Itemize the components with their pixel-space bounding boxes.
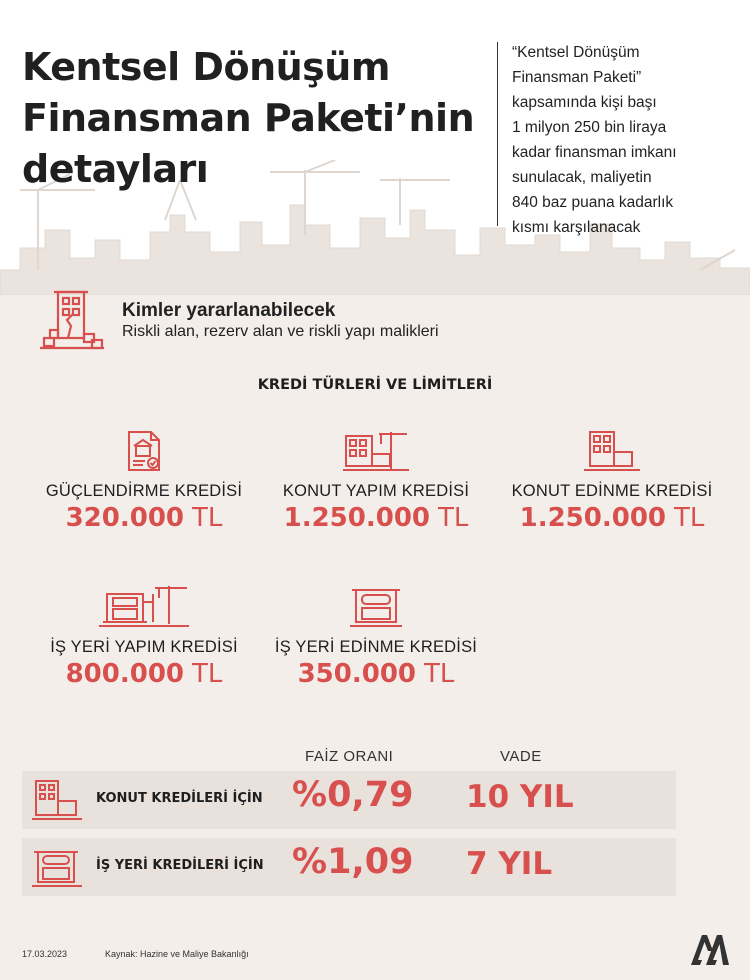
credit-amount xyxy=(24,503,264,533)
credit-name: GÜÇLENDİRME KREDİSİ xyxy=(45,482,243,500)
summary-line: kadar finansman imkanı xyxy=(512,144,677,161)
beneficiaries-title: Kimler yararlanabilecek xyxy=(122,300,336,321)
amount-value: 1.250.000 xyxy=(519,503,666,533)
rate-row-housing xyxy=(22,771,676,829)
title-line: detayları xyxy=(22,147,209,191)
amount-value: 1.250.000 xyxy=(283,503,430,533)
shop-icon xyxy=(32,844,82,890)
beneficiaries-text: Riskli alan, rezerv alan ve riskli yapı malikleri xyxy=(122,323,439,340)
amount-value: 320.000 xyxy=(65,503,185,533)
credit-amount xyxy=(492,503,732,533)
credit-card-workplace-construction xyxy=(24,584,264,689)
summary-divider xyxy=(497,42,498,226)
amount-currency: TL xyxy=(438,503,469,533)
column-header-term: VADE xyxy=(500,748,542,765)
credit-card-strengthening xyxy=(24,428,264,533)
amount-currency: TL xyxy=(192,659,223,689)
term-value: 10 YIL xyxy=(466,779,574,815)
summary-line: 840 baz puana kadarlık xyxy=(512,194,674,211)
credit-card-housing-construction xyxy=(256,428,496,533)
column-header-rate: FAİZ ORANI xyxy=(305,748,394,765)
summary-text xyxy=(512,40,737,240)
shop-icon xyxy=(350,584,402,630)
credit-card-workplace-acquisition xyxy=(256,584,496,689)
amount-currency: TL xyxy=(674,503,705,533)
publish-date: 17.03.2023 xyxy=(22,949,68,959)
credit-types-heading: KREDİ TÜRLERİ VE LİMİTLERİ xyxy=(257,377,493,393)
title-line: Kentsel Dönüşüm xyxy=(22,45,390,89)
rate-row-label: KONUT KREDİLERİ İÇİN xyxy=(96,791,263,806)
title-line: Finansman Paketi’nin xyxy=(22,96,475,140)
summary-line: sunulacak, maliyetin xyxy=(512,169,652,186)
summary-line: Finansman Paketi” xyxy=(512,69,642,86)
credit-name: İŞ YERİ YAPIM KREDİSİ xyxy=(50,638,238,656)
summary-line: “Kentsel Dönüşüm xyxy=(512,44,640,61)
summary-line: kısmı karşılanacak xyxy=(512,219,641,236)
amount-currency: TL xyxy=(424,659,455,689)
house-building-icon xyxy=(32,777,82,823)
rate-row-label: İŞ YERİ KREDİLERİ İÇİN xyxy=(96,858,264,873)
credit-name: KONUT YAPIM KREDİSİ xyxy=(282,482,470,500)
credit-amount xyxy=(256,503,496,533)
damaged-building-icon xyxy=(40,286,104,350)
credit-card-housing-acquisition xyxy=(492,428,732,533)
credit-amount xyxy=(256,659,496,689)
term-value: 7 YIL xyxy=(466,846,553,882)
shop-crane-icon xyxy=(99,584,189,630)
building-crane-icon xyxy=(343,428,409,474)
credit-amount xyxy=(24,659,264,689)
aa-logo-icon xyxy=(689,933,729,967)
document-check-icon xyxy=(121,428,167,474)
apartment-building-icon xyxy=(584,428,640,474)
interest-rate-value: %0,79 xyxy=(292,775,414,815)
rate-row-workplace xyxy=(22,838,676,896)
interest-rate-value: %1,09 xyxy=(292,842,414,882)
amount-value: 350.000 xyxy=(297,659,417,689)
page-title xyxy=(22,42,492,195)
summary-line: kapsamında kişi başı xyxy=(512,94,657,111)
amount-currency: TL xyxy=(192,503,223,533)
amount-value: 800.000 xyxy=(65,659,185,689)
summary-line: 1 milyon 250 bin liraya xyxy=(512,119,667,136)
source-credit: Kaynak: Hazine ve Maliye Bakanlığı xyxy=(105,949,249,959)
credit-name: KONUT EDİNME KREDİSİ xyxy=(511,482,713,500)
credit-name: İŞ YERİ EDİNME KREDİSİ xyxy=(274,638,478,656)
